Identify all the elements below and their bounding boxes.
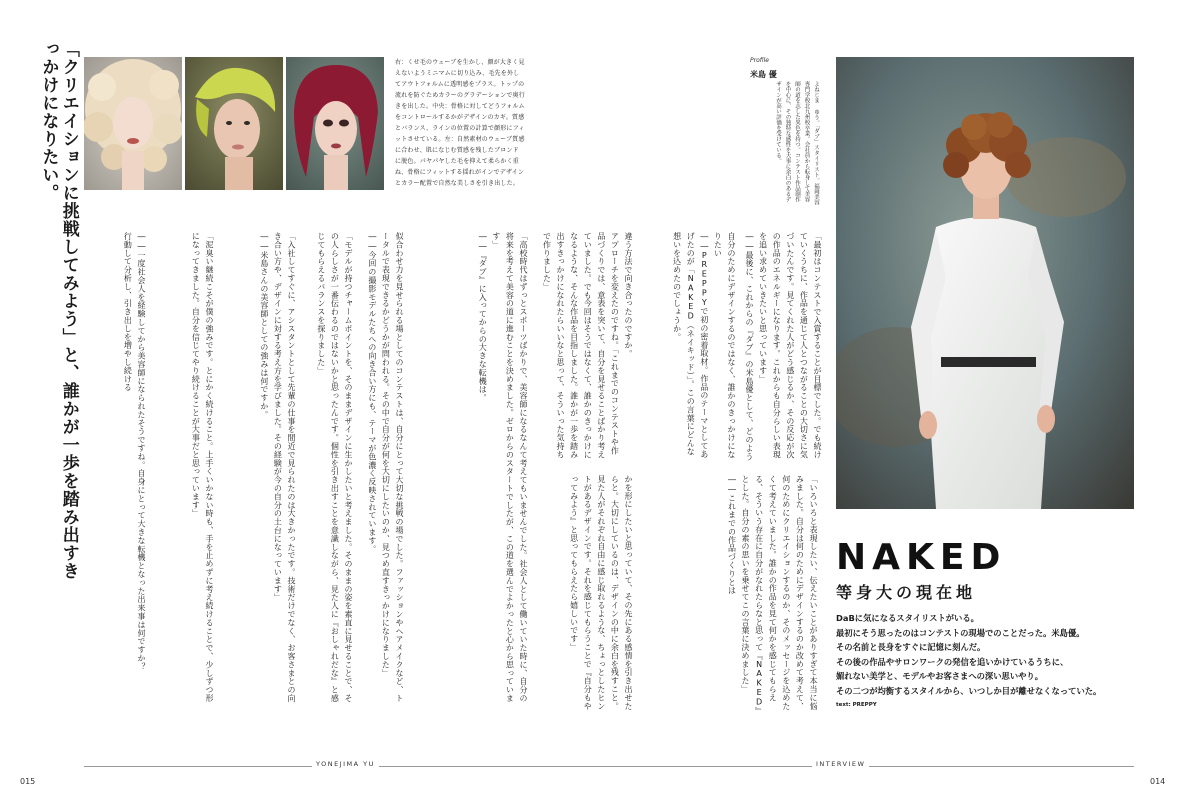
- lead-line: 最初にそう思ったのはコンテストの現場でのことだった。米島優。: [836, 627, 1085, 638]
- stylist-portrait-photo: [836, 57, 1134, 509]
- page-number-left: 015: [20, 777, 36, 786]
- article-column-1: 自分のためにデザインするのではなく、誰かのきっかけになりたい ――PREPPYで初の密着取材。作品のテーマとしてあげたのが「NAKED（ネイキッド）」。この言葉にどんな想いを込めたのでしょうか。: [672, 232, 736, 459]
- article-column-2: 「いろいろと表現したい、伝えたいことがありすぎて本当に悩みました。自分は何のためにデザインするのか改めて考えて、何のためにクリエイションするのか、そのメッセージを込めたくて考えていました。誰かの作品を見て何かを感じてもらえる、そういう存在に自分がなれたらなと思って『NAKED』とした。自分の素の思いを乗せてこの言葉に決めました」 ――これまでの作品づくりとは: [727, 475, 818, 712]
- lead-line: 媚れない美学と、モデルやお客さまへの深い思いやり。: [836, 671, 1044, 681]
- lead-line: DaBに気になるスタイリストがいる。: [836, 613, 979, 623]
- lead-line: その二つが均衡するスタイルから、いつしか目が離せなくなっていた。: [836, 685, 1102, 696]
- article-column-5: 「最初はコンテストで入賞することが目標でした。でも続けていくうちに、作品を通じて人とつながることの大切さに気づいたんです。見てくれた人がどう感じるか、その反応が次の作品のエネルギーになります。これからも自分らしい表現を追い求めていきたいと思っています」 ――最後に、これからの『ダブ』の米島優として、どのよう: [745, 232, 822, 461]
- article-column-9: 「泥臭い継続こそが僕の強みです。とにかく続けること。上手くいかない時も、手を止めずに考え続けることで、少しずつ形になってきました。自分を信じてやり続けることが大事だと思っています」: [191, 232, 214, 703]
- profile-block: [750, 57, 820, 217]
- profile-name: 米島 優: [750, 70, 777, 79]
- feature-subtitle: 等身大の現在地: [836, 583, 977, 602]
- article-column-11: 「モデルが持つチャームポイントを、そのままデザインに生かしたいと考えました。そのままの姿を素直に見せることで、その人らしさが一番伝わるのではないかと思ったんです。個性を引き出すことを意識しながら、見た人に『おしゃれだな』と感じてもらえるバランスを探りました」: [316, 232, 353, 703]
- article-column-3: 違う方法で向き合ったのですか。 アプローチを変えたのですね。「これまでのコンテストや作品づくりでは、意表を突いて、自分を見せることばかり考えていました。でも今回はそうではなくて、誰かのきっかけになるような、そんな作品を目指しました。誰かが一歩を踏み出すきっかけになれたらいいなと思って、そういった気持ちで作りました」: [542, 232, 633, 459]
- photo-caption: [395, 57, 525, 191]
- headline: 「クリエイションに挑戦してみよう」と、誰かが一歩を踏み出すきっかけになりたい。: [38, 40, 79, 580]
- article-column-8: 「入社してすぐに、アシスタントとして先輩の仕事を間近で見られたのは大きかったです。技術だけでなく、お客さまとの向き合い方や、デザインに対する考え方を学びました。その経験が今の自分の土台になっています」 ――米島さんの美容師としての強みは何ですか。: [259, 232, 296, 703]
- green-hair-portrait: [185, 57, 283, 190]
- thumbnail-strip: [84, 57, 384, 190]
- lead-paragraph: [836, 611, 1136, 698]
- footer-rule: [84, 766, 1134, 767]
- lead-line: その後の作品やサロンワークの発信を追いかけているうちに、: [836, 656, 1069, 667]
- article-column-12: ――一度社会人を経験してから美容師になられたそうですね。自身にとって大きな転機となった出来事は何ですか？ 行動して分析し、引き出しを増やし続ける: [123, 232, 146, 671]
- lead-line: その名前と長身をすぐに記憶に刻んだ。: [836, 642, 986, 652]
- footer-right-text: INTERVIEW: [812, 760, 869, 768]
- article-column-4: かを形にしたいと思っていて、その先にある感情を引き出せたらと。大切にしているのは、デザインの中に余白を残すこと。見た人がそれぞれ自由に感じ取れるような、ちょっとしたヒントがあるデザインです。それを感じてもらうことで『自分もやってみよう』と思ってもらえたら嬉しいです」: [569, 475, 633, 711]
- text-credit: text: PREPPY: [836, 702, 877, 708]
- footer-left-text: YONEJIMA YU: [312, 760, 379, 768]
- page-number-right: 014: [1150, 777, 1166, 786]
- article-column-10: 似合わせ力を見せられる場としてのコンテストは、自分にとって大切な挑戦の場でした。ファッションやヘアメイクなど、トータルで表現できるかどうかが問われる。その中で自分が何を大切にしたいのか、見つめ直すきっかけになりました」 ――今回の撮影モデルたちへの向き合い方にも、テーマが色濃く反映されています。: [367, 232, 404, 703]
- profile-tag: Profile: [750, 57, 769, 64]
- profile-body: よねじま ゆう。「ダブ」スタイリスト。福岡美容専門学校北九州校卒業。会社員から転身して美容師の道を志した異色を持つ。コンテスト作品制作を中心に、その独特な感性を大事に余白のあるデザインが高い評価を受けている。: [775, 81, 819, 206]
- red-hair-portrait: [286, 57, 384, 190]
- curly-blonde-portrait: [84, 57, 182, 190]
- feature-title: NAKED: [836, 537, 1007, 578]
- article-column-7: 「高校時代はずっとスポーツばかりで、美容師になるなんて考えてもいませんでした。社会人として働いていた時に、自分の将来を考えて美容の道に進むことを決めました。ゼロからのスタートでしたが、この道を選んでよかったと心から思っています」 ――『ダブ』に入ってからの大きな転機は。: [478, 232, 528, 703]
- caption-text: 右：くせ毛のウェーブを生かし、顔が大きく見えないようミニマムに切り込み、毛先を外してアウトフォルムに透明感をプラス。トップの流れを防ぐためカラーのグラデーションで奥行きを出した。中央：骨格に対してどうフォルムをコントロールするかがデザインのカギ。質感とバランス、ラインの位置の計算で顔形にフィットさせている。左：自然素材のウェーブ質感に合わせ、肌になじむ質感を残したブロンドに脱色。パヤパヤした毛を抑えて柔らかく重ね、骨格にフィットする揺れがインでデザインとカラー配置で自然な美しさを引き出した。: [395, 59, 525, 187]
